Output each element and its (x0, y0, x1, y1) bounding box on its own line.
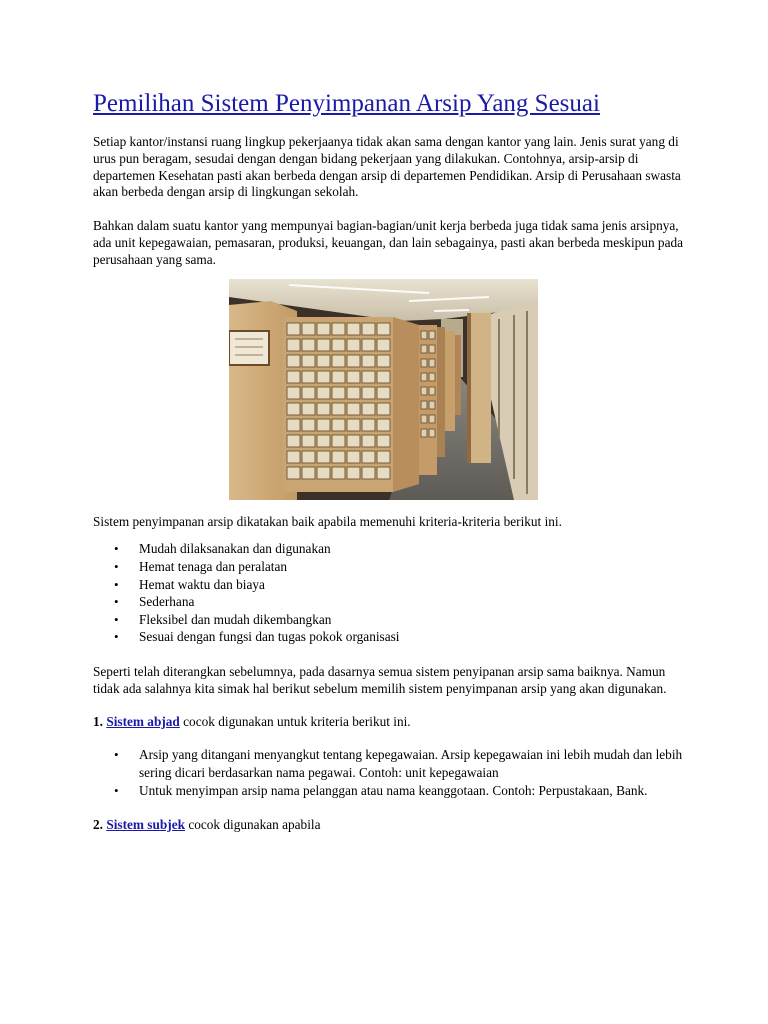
section-1-list (93, 746, 693, 799)
section-1-text: cocok digunakan untuk kriteria berikut ini. (179, 713, 411, 729)
section-1-heading (93, 714, 693, 731)
page-title[interactable] (93, 88, 693, 120)
bullet-icon: • (114, 611, 119, 627)
bullet-icon: • (114, 576, 119, 592)
section-2-heading (93, 817, 693, 834)
page-title-link[interactable]: Pemilihan Sistem Penyimpanan Arsip Yang Sesuai (93, 90, 600, 117)
bullet-icon: • (114, 594, 119, 610)
sistem-abjad-link[interactable]: Sistem abjad (106, 713, 180, 729)
archive-cabinets-photo-icon (229, 279, 538, 500)
bullet-icon: • (114, 782, 119, 798)
criteria-intro: Sistem penyimpanan arsip dikatakan baik apabila memenuhi kriteria-kriteria berikut ini. (93, 513, 562, 529)
archive-photo (229, 279, 538, 500)
paragraph-3: Seperti telah diterangkan sebelumnya, pada dasarnya semua sistem penyipanan arsip sama baiknya. Namun tidak ada salahnya kita simak hal berikut sebelum memilih sistem penyimpanan arsip yang akan digunakan. (93, 663, 667, 696)
list-item: • Sesuai dengan fungsi dan tugas pokok organisasi (114, 629, 400, 645)
paragraph-1: Setiap kantor/instansi ruang lingkup pekerjaanya tidak akan sama dengan kantor yang lain. Jenis surat yang di urus pun beragam, sesudai dengan dengan bidang pekerjaan yang dilakukan. Contohnya, arsip-arsip di departemen Kesehatan pasti akan berbeda dengan arsip di departemen Pendidikan. Arsip di Perusahaan swasta akan berbeda dengan arsip di lingkungan sekolah. (93, 134, 681, 200)
list-item: • Hemat waktu dan biaya (114, 576, 265, 592)
criteria-list (93, 540, 693, 646)
section-2-number: 2. (93, 817, 103, 833)
list-item: • Untuk menyimpan arsip nama pelanggan atau nama keanggotaan. Contoh: Perpustakaan, Bank. (114, 782, 648, 798)
list-item: • Sederhana (114, 594, 195, 610)
bullet-icon: • (114, 747, 119, 763)
list-item: • Hemat tenaga dan peralatan (114, 558, 288, 574)
section-1-number: 1. (93, 713, 103, 729)
paragraph-2: Bahkan dalam suatu kantor yang mempunyai bagian-bagian/unit kerja berbeda juga tidak sama jenis arsipnya, ada unit kepegawaian, pemasaran, produksi, keuangan, dan lain sebagainya, pasti akan berbeda meskipun pada perusahaan yang sama. (93, 218, 684, 267)
bullet-icon: • (114, 629, 119, 645)
list-item: • Fleksibel dan mudah dikembangkan (114, 611, 332, 627)
bullet-icon: • (114, 541, 119, 557)
section-2-text: cocok digunakan apabila (185, 817, 321, 833)
list-item: • Mudah dilaksanakan dan digunakan (114, 541, 331, 557)
list-item: • Arsip yang ditangani menyangkut tentang kepegawaian. Arsip kepegawaian ini lebih mudah dan lebih sering dicari berdasarkan nama pegawai. Contoh: unit kepegawaian (114, 747, 683, 780)
document-page (93, 88, 693, 834)
sistem-subjek-link[interactable]: Sistem subjek (106, 817, 185, 833)
bullet-icon: • (114, 558, 119, 574)
